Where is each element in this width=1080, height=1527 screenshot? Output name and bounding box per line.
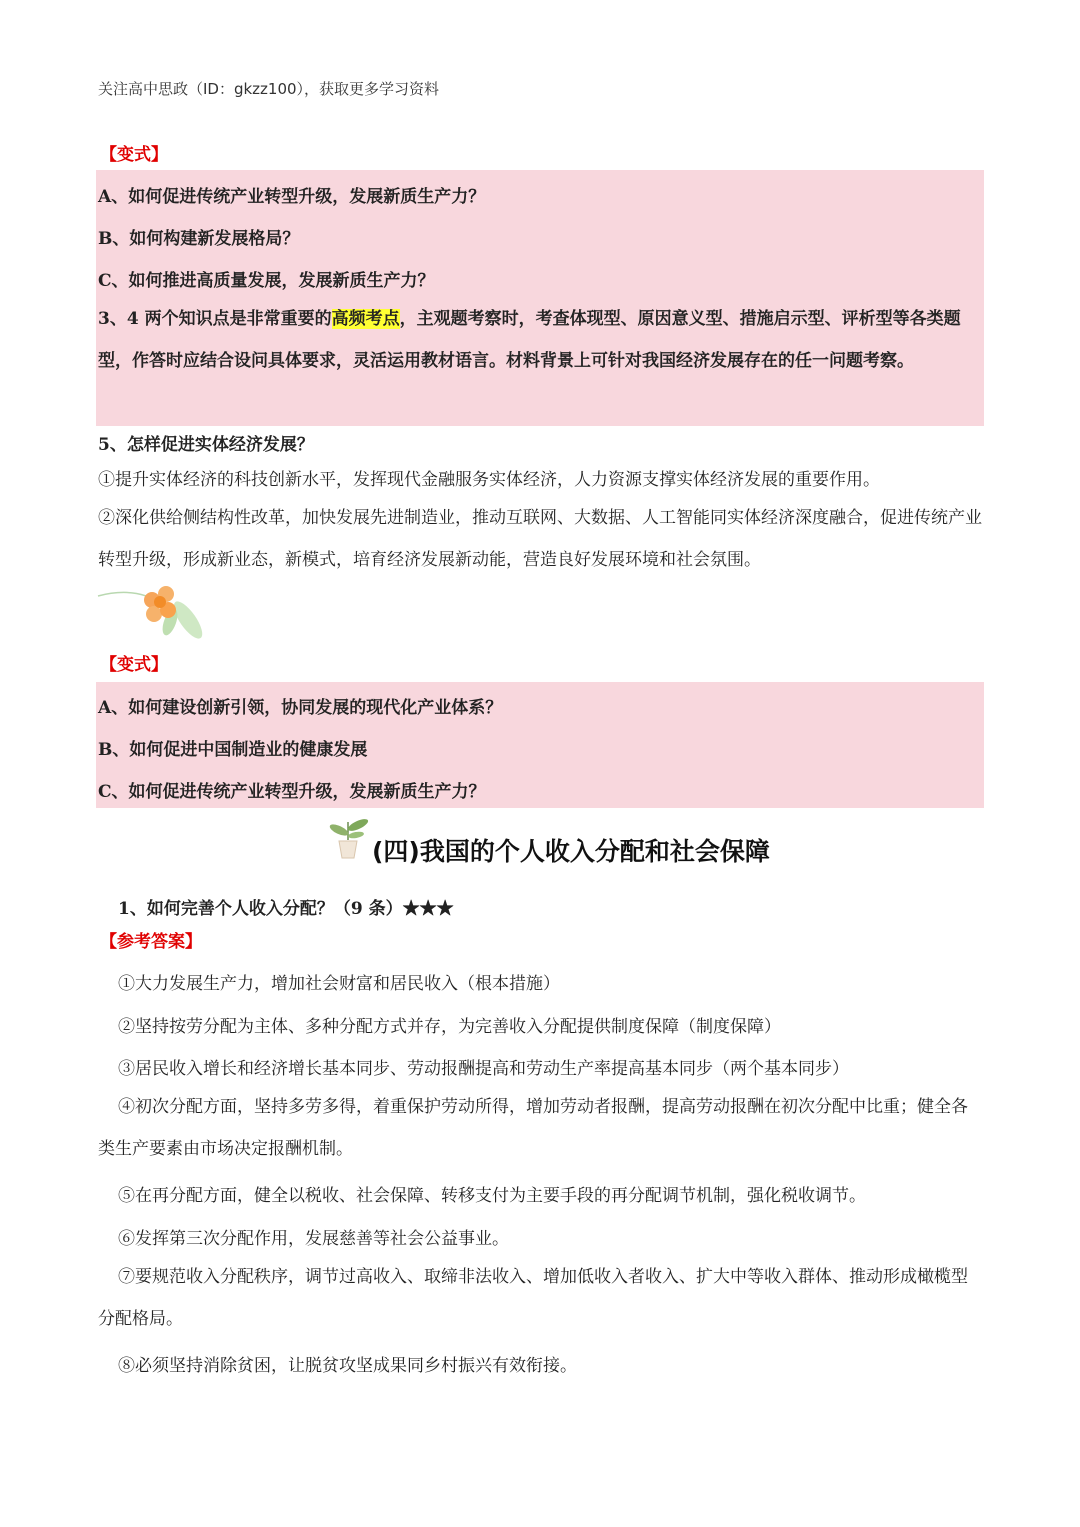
answer-item-3: ③居民收入增长和经济增长基本同步、劳动报酬提高和劳动生产率提高基本同步（两个基本同步） — [118, 1059, 849, 1079]
answer-item-7: ⑦要规范收入分配秩序，调节过高收入、取缔非法收入、增加低收入者收入、扩大中等收入群体、推动形成橄榄型分配格局。 — [98, 1267, 968, 1329]
variant-item-b: B、如何构建新发展格局？ — [98, 229, 300, 249]
variant-item-a: A、如何促进传统产业转型升级，发展新质生产力？ — [98, 187, 486, 207]
q5-answer-2: ②深化供给侧结构性改革，加快发展先进制造业，推动互联网、大数据、人工智能同实体经济深度融合，促进传统产业转型升级，形成新业态，新模式，培育经济发展新动能，营造良好发展环境和社会氛围。 — [98, 508, 982, 570]
answer-item-6: ⑥发挥第三次分配作用，发展慈善等社会公益事业。 — [118, 1229, 509, 1249]
key-point-note — [98, 298, 984, 382]
answer-item-1: ①大力发展生产力，增加社会财富和居民收入（根本措施） — [118, 974, 560, 994]
variant2-item-a: A、如何建设创新引领，协同发展的现代化产业体系？ — [98, 698, 503, 718]
note-post: ，主观题考察时，考查体现型、原因意义型、措施启示型、评析型等各类题型，作答时应结合设问具体要求，灵活运用教材语言。材料背景上可针对我国经济发展存在的任一问题考察。 — [98, 309, 961, 371]
answer-item-4: ④初次分配方面，坚持多劳多得，着重保护劳动所得，增加劳动者报酬，提高劳动报酬在初次分配中比重；健全各类生产要素由市场决定报酬机制。 — [98, 1097, 968, 1159]
note-pre: 3、4 两个知识点是非常重要的 — [98, 309, 332, 329]
answer-item-2: ②坚持按劳分配为主体、多种分配方式并存，为完善收入分配提供制度保障（制度保障） — [118, 1017, 781, 1037]
variant2-item-b: B、如何促进中国制造业的健康发展 — [98, 740, 368, 760]
variant-item-c: C、如何推进高质量发展，发展新质生产力？ — [98, 271, 435, 291]
header-note: 关注高中思政（ID：gkzz100），获取更多学习资料 — [98, 80, 440, 98]
variant2-item-c: C、如何促进传统产业转型升级，发展新质生产力？ — [98, 782, 486, 802]
answer-item-8: ⑧必须坚持消除贫困，让脱贫攻坚成果同乡村振兴有效衔接。 — [118, 1356, 577, 1376]
variant-tag-1: 【变式】 — [100, 145, 168, 165]
flower-icon — [96, 584, 208, 640]
q5-title: 5、怎样促进实体经济发展？ — [98, 435, 314, 455]
q5-answer-1: ①提升实体经济的科技创新水平，发挥现代金融服务实体经济，人力资源支撑实体经济发展的重要作用。 — [98, 470, 880, 490]
section-q1: 1、如何完善个人收入分配？（9 条）★★★ — [118, 899, 454, 919]
variant-tag-2: 【变式】 — [100, 655, 168, 675]
answer-item-5: ⑤在再分配方面，健全以税收、社会保障、转移支付为主要手段的再分配调节机制，强化税收调节。 — [118, 1186, 866, 1206]
potted-plant-icon — [326, 816, 372, 860]
section-title: (四)我国的个人收入分配和社会保障 — [372, 837, 770, 866]
high-frequency-highlight: 高频考点 — [331, 309, 400, 329]
answer-tag: 【参考答案】 — [100, 932, 202, 952]
